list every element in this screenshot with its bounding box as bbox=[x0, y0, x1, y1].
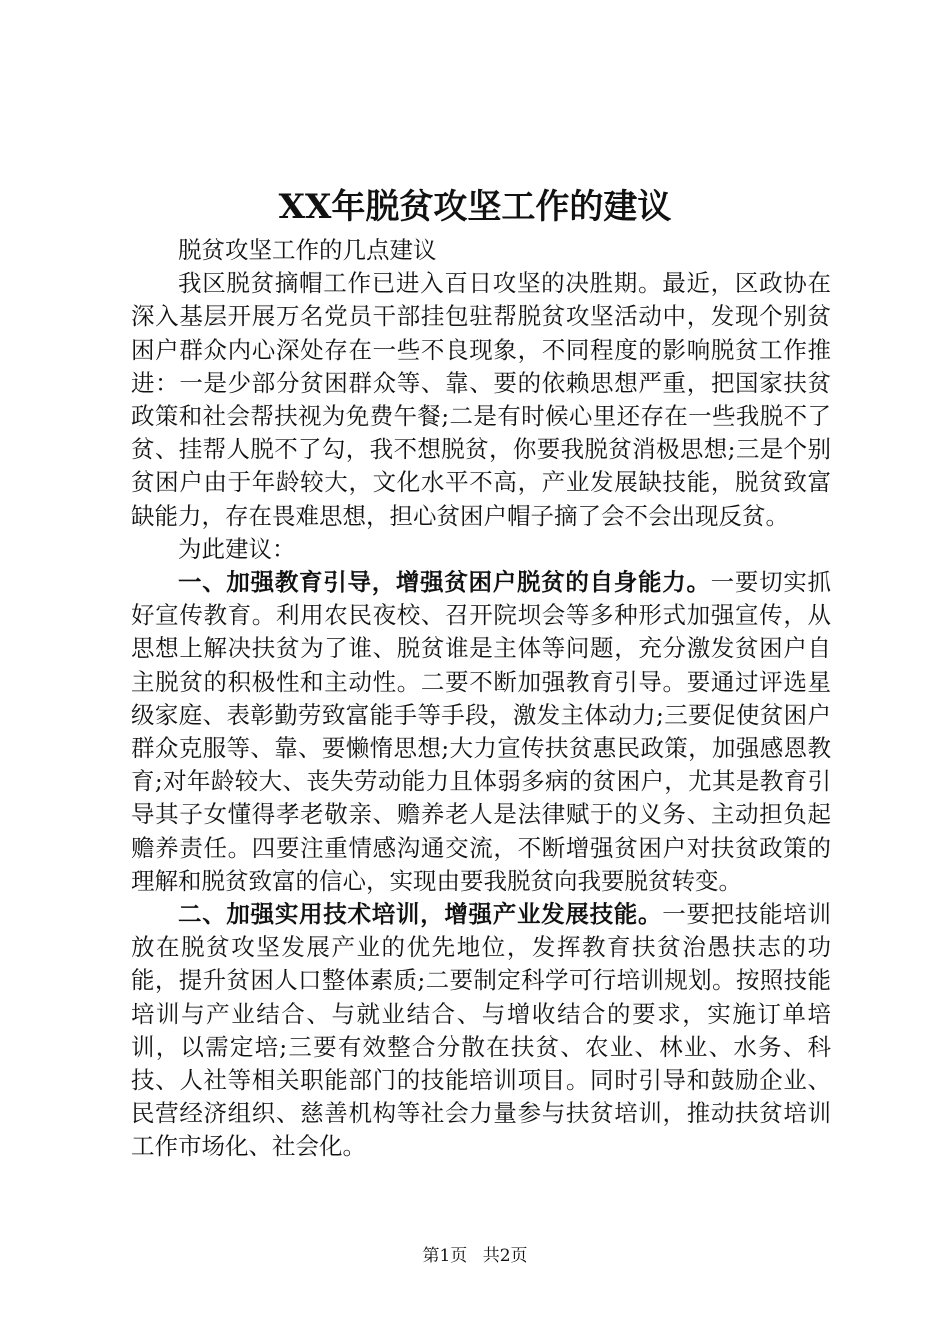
section-two-text: 一要把技能培训放在脱贫攻坚发展产业的优先地位，发挥教育扶贫治愚扶志的功能，提升贫困人口整体素质;二要制定科学可行培训规划。按照技能培训与产业结合、与就业结合、与增收结合的要求，实施订单培训，以需定培;三要有效整合分散在扶贫、农业、林业、水务、科技、人社等相关职能部门的技能培训项目。同时引导和鼓励企业、民营经济组织、慈善机构等社会力量参与扶贫培训，推动扶贫培训工作市场化、社会化。 bbox=[131, 900, 832, 1161]
document-body bbox=[131, 234, 831, 1164]
page-total: 共2页 bbox=[482, 1246, 528, 1266]
subtitle-line: 脱贫攻坚工作的几点建议 bbox=[178, 236, 437, 264]
section-two-paragraph bbox=[131, 898, 831, 1164]
section-one-heading: 一、加强教育引导，增强贫困户脱贫的自身能力。 bbox=[178, 568, 711, 597]
proposal-lead-paragraph: 为此建议： bbox=[178, 534, 296, 563]
section-one-text: 一要切实抓好宣传教育。利用农民夜校、召开院坝会等多种形式加强宣传，从思想上解决扶贫为了谁、脱贫谁是主体等问题，充分激发贫困户自主脱贫的积极性和主动性。二要不断加强教育引导。要通过评选星级家庭、表彰勤劳致富能手等手段，激发主体动力;三要促使贫困户群众克服等、靠、要懒惰思想;大力宣传扶贫惠民政策，加强感恩教育;对年龄较大、丧失劳动能力且体弱多病的贫困户，尤其是教育引导其子女懂得孝老敬亲、赡养老人是法律赋于的义务、主动担负起赡养责任。四要注重情感沟通交流，不断增强贫困户对扶贫政策的理解和脱贫致富的信心，实现由要我脱贫向我要脱贫转变。 bbox=[131, 568, 832, 895]
document-title: XX年脱贫攻坚工作的建议 bbox=[278, 187, 672, 227]
section-two-heading: 二、加强实用技术培训，增强产业发展技能。 bbox=[178, 900, 663, 929]
section-one-paragraph bbox=[131, 566, 831, 898]
page-footer bbox=[0, 1244, 950, 1268]
page-number: 第1页 bbox=[422, 1246, 468, 1266]
intro-paragraph: 我区脱贫摘帽工作已进入百日攻坚的决胜期。最近，区政协在深入基层开展万名党员干部挂包驻帮脱贫攻坚活动中，发现个别贫困户群众内心深处存在一些不良现象，不同程度的影响脱贫工作推进：一是少部分贫困群众等、靠、要的依赖思想严重，把国家扶贫政策和社会帮扶视为免费午餐;二是有时候心里还存在一些我脱不了贫、挂帮人脱不了勾，我不想脱贫，你要我脱贫消极思想;三是个别贫困户由于年龄较大，文化水平不高，产业发展缺技能，脱贫致富缺能力，存在畏难思想，担心贫困户帽子摘了会不会出现反贫。 bbox=[131, 269, 831, 530]
